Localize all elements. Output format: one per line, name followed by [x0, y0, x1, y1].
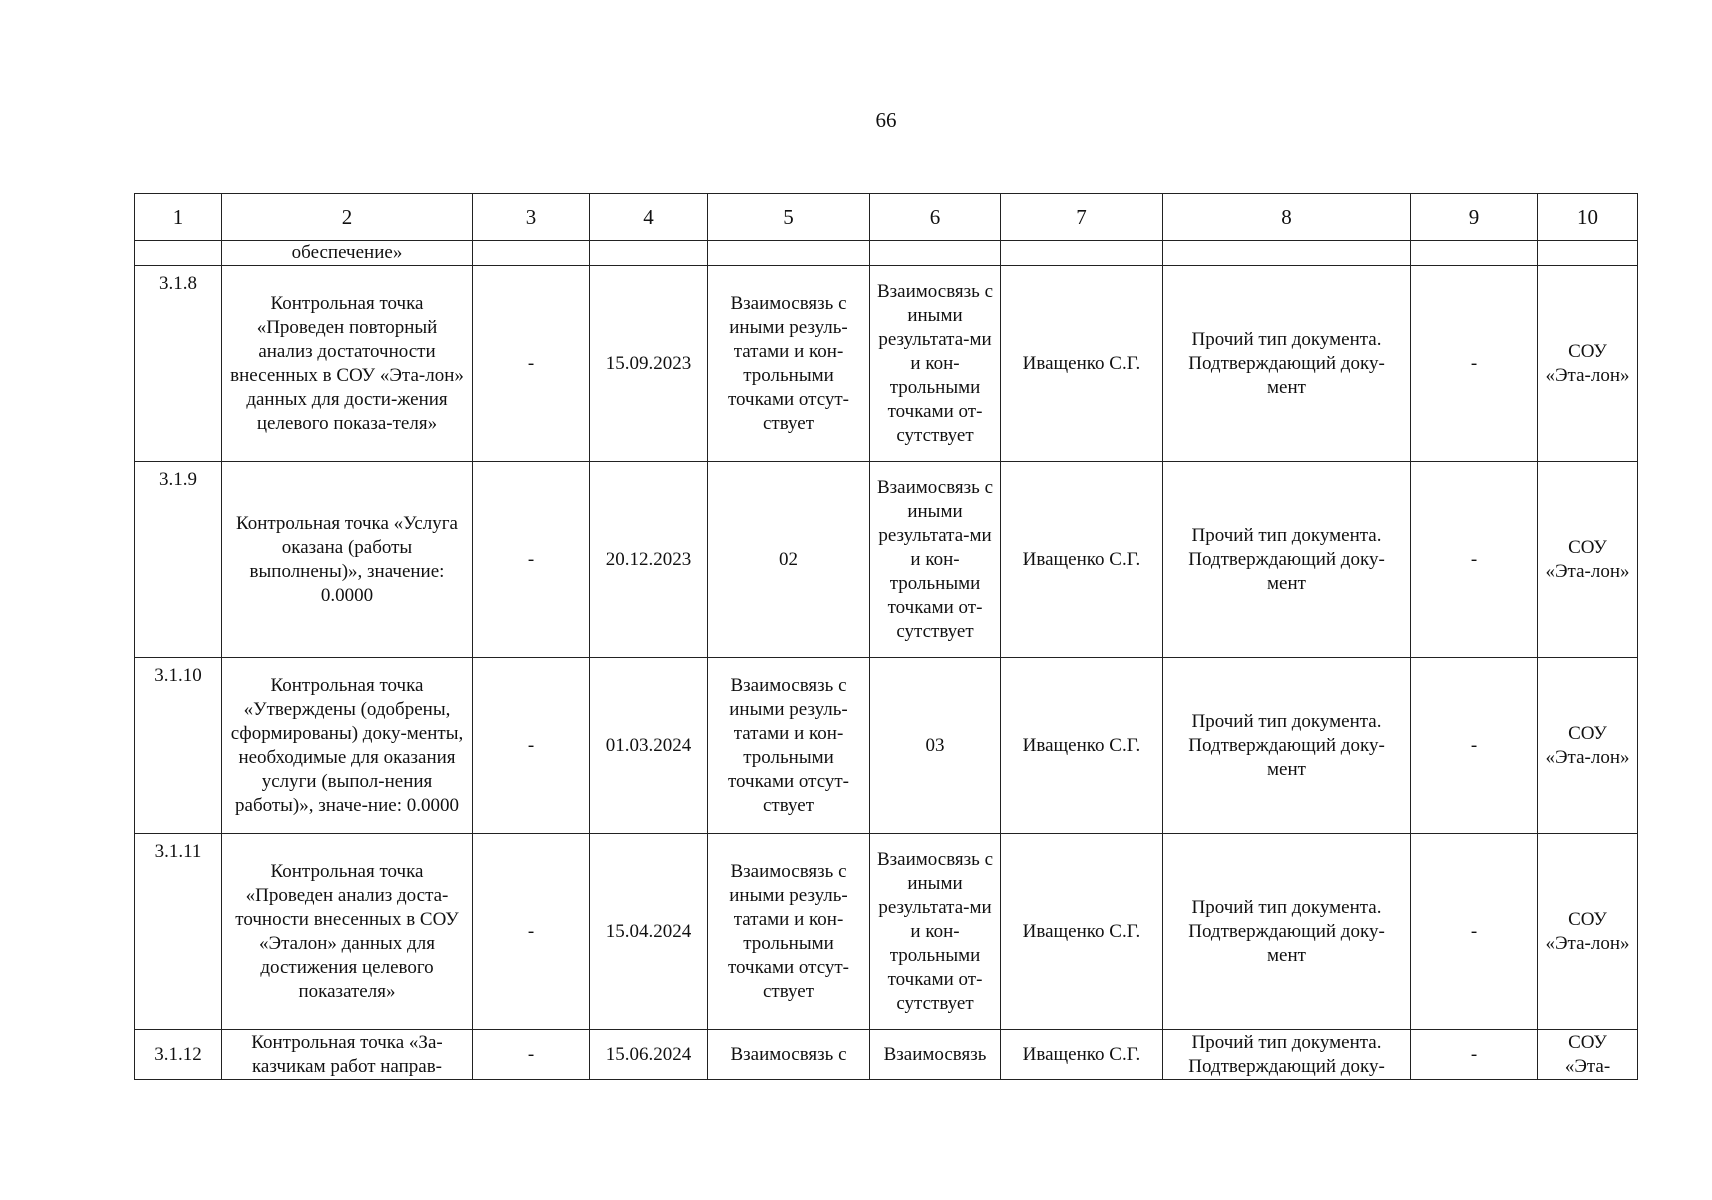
information-system: СОУ «Эта-лон» — [1538, 658, 1638, 834]
table-cell — [1411, 241, 1538, 266]
column-header: 9 — [1411, 194, 1538, 241]
information-system: СОУ «Эта-лон» — [1538, 462, 1638, 658]
document-type: Прочий тип документа. Подтверждающий доку-мент — [1163, 658, 1411, 834]
relationship-cell: Взаимосвязь с иными резуль-татами и кон-трольными точками отсут-ствует — [708, 658, 870, 834]
document-type: Прочий тип документа. Подтверждающий доку-мент — [1163, 462, 1411, 658]
date-cell: 15.06.2024 — [590, 1030, 708, 1080]
relationship-cell-2: Взаимосвязь с иными результата-ми и кон-трольными точками от-сутствует — [870, 266, 1001, 462]
relationship-cell-2: 03 — [870, 658, 1001, 834]
column-header: 7 — [1001, 194, 1163, 241]
column-9-value: - — [1411, 462, 1538, 658]
column-9-value: - — [1411, 1030, 1538, 1080]
table-header-row — [135, 194, 1638, 241]
row-number: 3.1.9 — [135, 462, 222, 658]
column-header: 6 — [870, 194, 1001, 241]
column-header: 1 — [135, 194, 222, 241]
control-point-name: Контрольная точка «Проведен анализ доста-точности внесенных в СОУ «Эталон» данных для достижения целевого показателя» — [222, 834, 473, 1030]
document-type: Прочий тип документа. Подтверждающий доку- — [1163, 1030, 1411, 1080]
column-header: 10 — [1538, 194, 1638, 241]
row-number: 3.1.12 — [135, 1030, 222, 1080]
date-cell: 20.12.2023 — [590, 462, 708, 658]
table-cell — [1538, 241, 1638, 266]
responsible-person: Иващенко С.Г. — [1001, 834, 1163, 1030]
column-9-value: - — [1411, 266, 1538, 462]
column-header: 2 — [222, 194, 473, 241]
table-row — [135, 462, 1638, 658]
column-3-value: - — [473, 658, 590, 834]
column-3-value: - — [473, 834, 590, 1030]
row-number: 3.1.8 — [135, 266, 222, 462]
date-cell: 15.09.2023 — [590, 266, 708, 462]
control-point-name: Контрольная точка «Услуга оказана (работы выполнены)», значение: 0.0000 — [222, 462, 473, 658]
information-system: СОУ «Эта- — [1538, 1030, 1638, 1080]
responsible-person: Иващенко С.Г. — [1001, 658, 1163, 834]
table-row — [135, 834, 1638, 1030]
date-cell: 15.04.2024 — [590, 834, 708, 1030]
column-header: 8 — [1163, 194, 1411, 241]
relationship-cell-2: Взаимосвязь — [870, 1030, 1001, 1080]
responsible-person: Иващенко С.Г. — [1001, 1030, 1163, 1080]
table-cell — [1163, 241, 1411, 266]
table-cell — [590, 241, 708, 266]
relationship-cell: Взаимосвязь с иными резуль-татами и кон-трольными точками отсут-ствует — [708, 266, 870, 462]
column-9-value: - — [1411, 658, 1538, 834]
column-9-value: - — [1411, 834, 1538, 1030]
column-3-value: - — [473, 1030, 590, 1080]
page-number: 66 — [875, 108, 897, 132]
table-cell — [473, 241, 590, 266]
relationship-cell: Взаимосвязь с — [708, 1030, 870, 1080]
column-header: 3 — [473, 194, 590, 241]
table-row — [135, 1030, 1638, 1080]
continuation-row — [135, 241, 1638, 266]
document-type: Прочий тип документа. Подтверждающий доку-мент — [1163, 266, 1411, 462]
information-system: СОУ «Эта-лон» — [1538, 834, 1638, 1030]
continuation-text: обеспечение» — [222, 241, 473, 266]
information-system: СОУ «Эта-лон» — [1538, 266, 1638, 462]
relationship-cell: Взаимосвязь с иными резуль-татами и кон-трольными точками отсут-ствует — [708, 834, 870, 1030]
column-3-value: - — [473, 266, 590, 462]
relationship-cell: 02 — [708, 462, 870, 658]
table-cell — [708, 241, 870, 266]
control-points-table — [134, 193, 1638, 1080]
column-3-value: - — [473, 462, 590, 658]
row-number: 3.1.10 — [135, 658, 222, 834]
table-cell — [870, 241, 1001, 266]
responsible-person: Иващенко С.Г. — [1001, 462, 1163, 658]
responsible-person: Иващенко С.Г. — [1001, 266, 1163, 462]
date-cell: 01.03.2024 — [590, 658, 708, 834]
relationship-cell-2: Взаимосвязь с иными результата-ми и кон-трольными точками от-сутствует — [870, 462, 1001, 658]
relationship-cell-2: Взаимосвязь с иными результата-ми и кон-трольными точками от-сутствует — [870, 834, 1001, 1030]
control-point-name: Контрольная точка «За-казчикам работ направ- — [222, 1030, 473, 1080]
table-cell — [1001, 241, 1163, 266]
table-row — [135, 658, 1638, 834]
row-number: 3.1.11 — [135, 834, 222, 1030]
column-header: 5 — [708, 194, 870, 241]
table-cell — [135, 241, 222, 266]
control-point-name: Контрольная точка «Проведен повторный анализ достаточности внесенных в СОУ «Эта-лон» данных для дости-жения целевого показа-теля» — [222, 266, 473, 462]
control-point-name: Контрольная точка «Утверждены (одобрены, сформированы) доку-менты, необходимые для оказания услуги (выпол-нения работы)», значе-ние: 0.0000 — [222, 658, 473, 834]
document-type: Прочий тип документа. Подтверждающий доку-мент — [1163, 834, 1411, 1030]
column-header: 4 — [590, 194, 708, 241]
table-row — [135, 266, 1638, 462]
